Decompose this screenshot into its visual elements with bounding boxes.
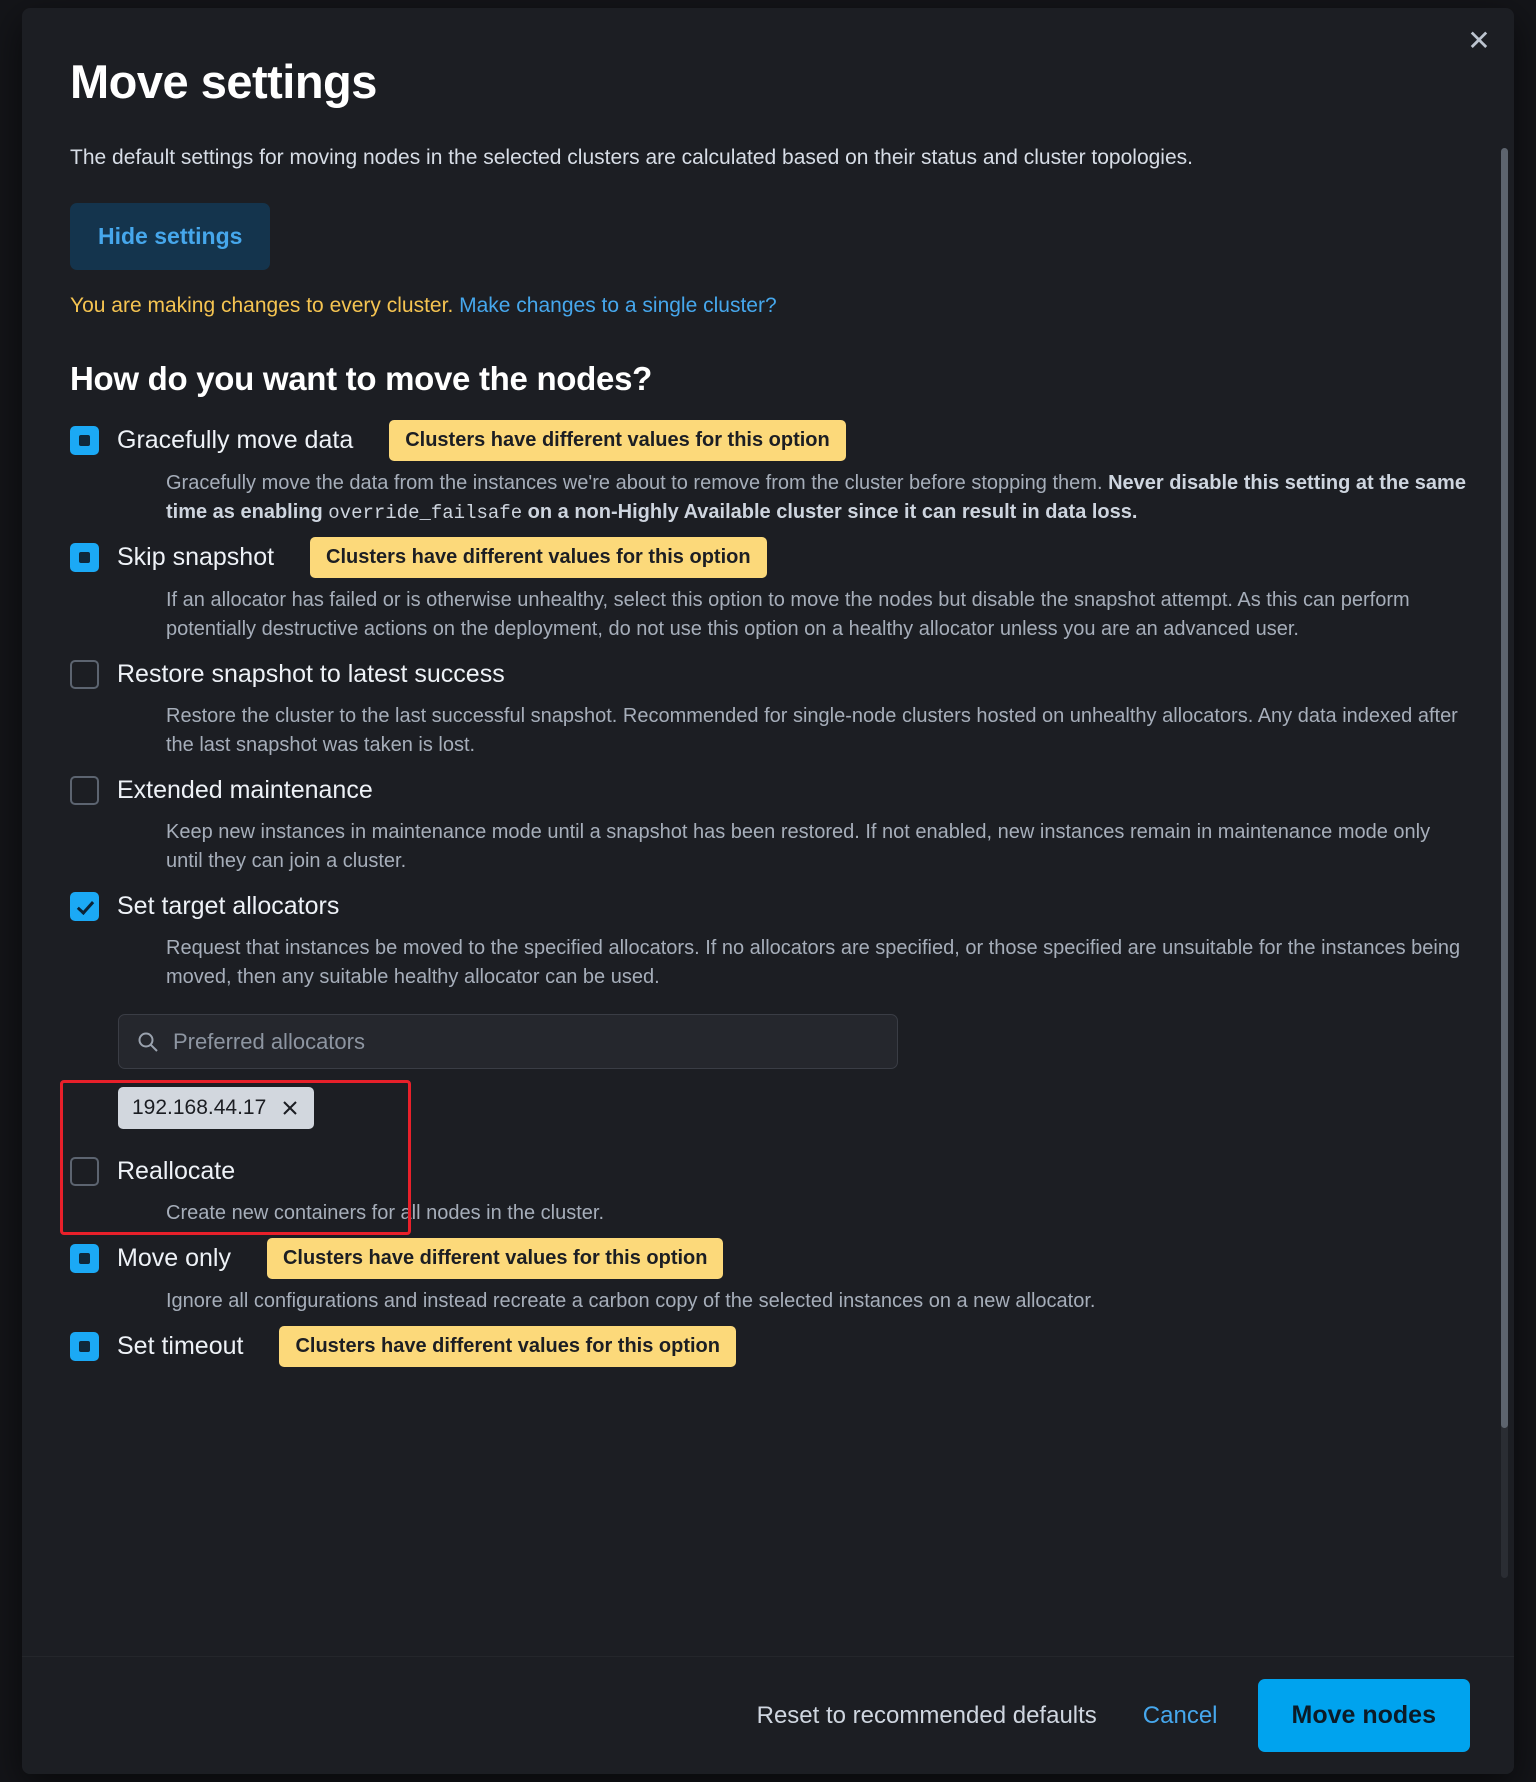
option-label: Extended maintenance <box>117 775 373 804</box>
option-label: Set target allocators <box>117 891 340 920</box>
close-icon[interactable] <box>280 1098 300 1118</box>
option-extended-maintenance <box>70 770 1466 876</box>
option-label: Restore snapshot to latest success <box>117 659 505 688</box>
option-description-strong-1: Never disable this setting at the same time as enabling <box>166 471 1466 523</box>
single-cluster-link[interactable]: Make changes to a single cluster? <box>459 293 777 317</box>
allocator-selector <box>118 1014 1466 1129</box>
checkbox-reallocate[interactable] <box>70 1157 99 1186</box>
page-title: Move settings <box>70 55 377 108</box>
option-description: If an allocator has failed or is otherwise unhealthy, select this option to move the nodes but disable the snapshot attempt. As this can perform potentially destructive actions on the deployment, do not use this option on a healthy allocator unless you are an advanced user. <box>166 589 1410 641</box>
dialog-description: The default settings for moving nodes in the selected clusters are calculated based on their status and cluster topologies. <box>70 146 1193 169</box>
checkbox-skip-snapshot[interactable] <box>70 543 99 572</box>
option-description: Keep new instances in maintenance mode until a snapshot has been restored. If not enabled, new instances remain in maintenance mode only until they can join a cluster. <box>166 821 1431 873</box>
checkbox-restore-snapshot[interactable] <box>70 660 99 689</box>
option-description-strong-2: on a non-Highly Available cluster since it can result in data loss. <box>522 500 1138 523</box>
cancel-button[interactable]: Cancel <box>1137 1701 1224 1731</box>
option-set-target-allocators <box>70 886 1466 1129</box>
selected-allocator-pill <box>118 1087 314 1129</box>
checkbox-set-timeout[interactable] <box>70 1332 99 1361</box>
search-placeholder: Preferred allocators <box>173 1028 365 1054</box>
option-description-code: override_failsafe <box>328 501 523 524</box>
hide-settings-button[interactable]: Hide settings <box>70 203 270 270</box>
option-label: Set timeout <box>117 1332 244 1361</box>
status-badge: Clusters have different values for this option <box>267 1238 724 1279</box>
option-description: Request that instances be moved to the specified allocators. If no allocators are specified, or those specified are unsuitable for the instances being moved, then any suitable healthy allocator can be used. <box>166 937 1461 989</box>
option-description: Create new containers for all nodes in the cluster. <box>166 1202 605 1225</box>
reset-defaults-button[interactable]: Reset to recommended defaults <box>751 1701 1103 1731</box>
option-gracefully-move-data <box>70 420 1466 528</box>
checkbox-set-target-allocators[interactable] <box>70 892 99 921</box>
move-settings-dialog <box>22 8 1514 1774</box>
checkbox-gracefully-move-data[interactable] <box>70 426 99 455</box>
option-label: Skip snapshot <box>117 543 275 572</box>
cluster-scope-warning-text: You are making changes to every cluster. <box>70 293 454 317</box>
close-icon[interactable]: ✕ <box>1460 22 1498 60</box>
scrollbar[interactable] <box>1501 148 1508 1578</box>
option-label: Reallocate <box>117 1156 236 1185</box>
status-badge: Clusters have different values for this option <box>310 537 767 578</box>
option-restore-snapshot <box>70 654 1466 760</box>
scrollbar-thumb[interactable] <box>1501 148 1508 1428</box>
option-reallocate <box>70 1151 1466 1228</box>
status-badge: Clusters have different values for this option <box>389 420 846 461</box>
section-heading: How do you want to move the nodes? <box>70 359 652 397</box>
move-nodes-button[interactable]: Move nodes <box>1258 1679 1470 1752</box>
option-label: Move only <box>117 1244 231 1273</box>
checkbox-move-only[interactable] <box>70 1244 99 1273</box>
cluster-scope-warning <box>70 294 1466 318</box>
option-move-only <box>70 1238 1466 1316</box>
preferred-allocators-input[interactable] <box>118 1014 898 1069</box>
checkbox-extended-maintenance[interactable] <box>70 776 99 805</box>
option-description-text: Gracefully move the data from the instances we're about to remove from the cluster before stopping them. <box>166 471 1109 494</box>
status-badge: Clusters have different values for this option <box>279 1326 736 1367</box>
selected-allocator-value: 192.168.44.17 <box>132 1096 267 1120</box>
option-description <box>166 469 1466 528</box>
dialog-body <box>22 8 1514 1656</box>
option-label: Gracefully move data <box>117 425 354 454</box>
option-description: Ignore all configurations and instead recreate a carbon copy of the selected instances on a new allocator. <box>166 1290 1096 1313</box>
option-description: Restore the cluster to the last successful snapshot. Recommended for single-node clusters hosted on unhealthy allocators. Any data indexed after the last snapshot was taken is lost. <box>166 705 1458 757</box>
search-icon <box>137 1031 159 1053</box>
dialog-footer <box>22 1656 1514 1774</box>
option-set-timeout <box>70 1326 1466 1367</box>
option-skip-snapshot <box>70 537 1466 644</box>
